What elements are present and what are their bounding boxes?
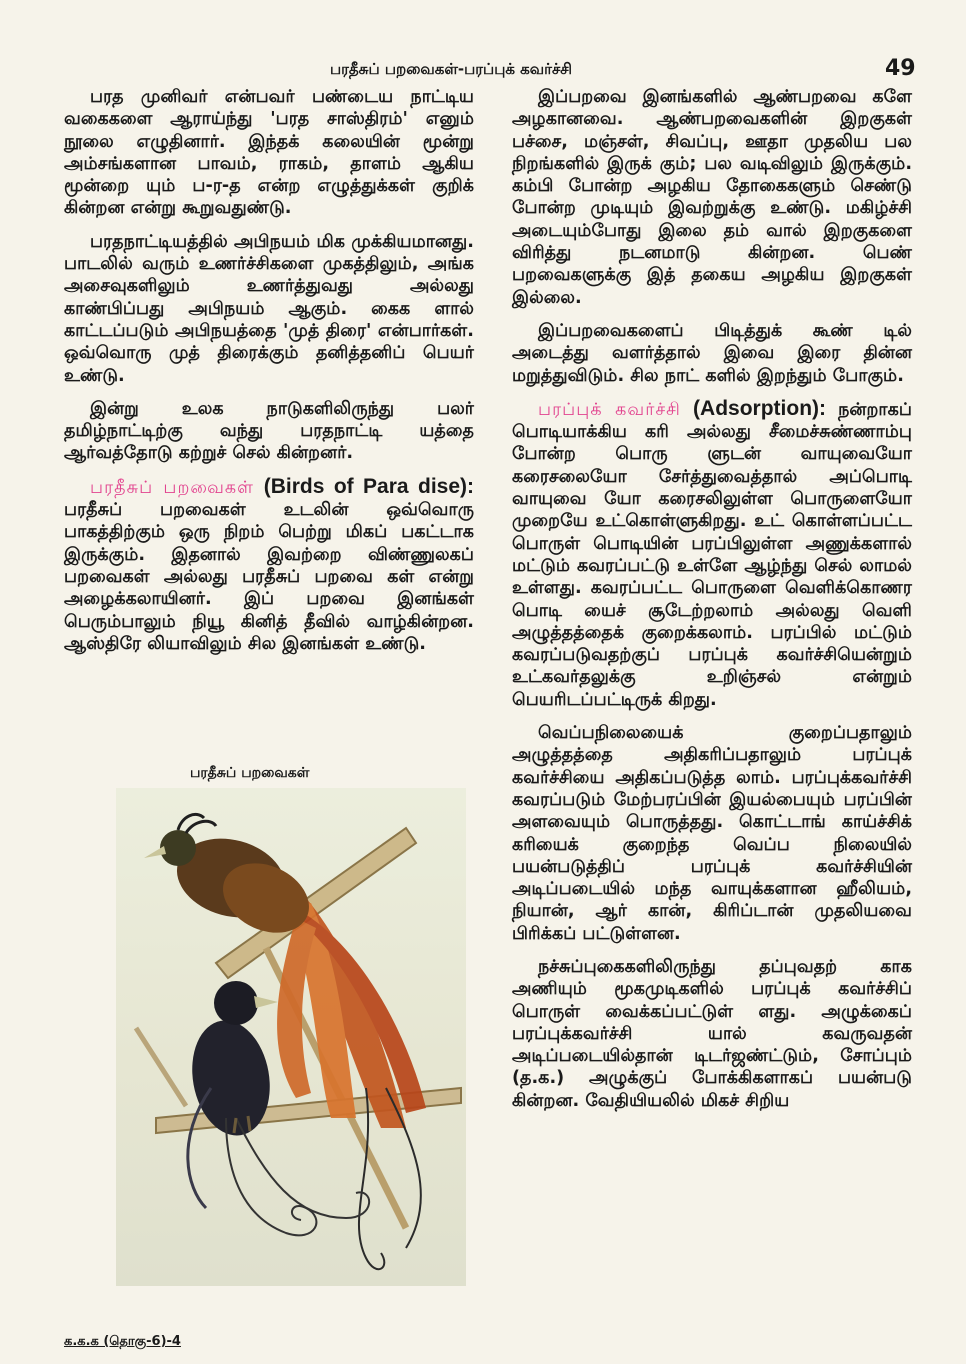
paragraph-bharata-muni: பரத முனிவர் என்பவர் பண்டைய நாட்டிய வகைகளை ஆராய்ந்து 'பரத சாஸ்திரம்' எனும் நூலை எழுதினார். இந்தக் கலையின் மூன்று அம்சங்களான பாவம், ராகம், தாளம் ஆகிய மூன்றை யும் ப-ர-த என்ற எழுத்துக்கள் குறிக் கின்றன என்று கூறுவதுண்டு. (64, 87, 474, 219)
left-column (64, 86, 474, 655)
birds-heading-tamil: பரதீசுப் பறவைகள் (90, 477, 255, 498)
paragraph-birds-of-paradise (64, 476, 474, 655)
page-number: 49 (885, 56, 916, 81)
paragraph-male-plumage: இப்பறவை இனங்களில் ஆண்பறவை களே அழகானவை. ஆண்பறவைகளின் இறகுகள் பச்சை, மஞ்சள், சிவப்பு, ஊதா முதலிய பல நிறங்களில் இருக் கும்; பல வடிவிலும் இருக்கும். கம்பி போன்ற அழகிய தோகைகளும் செண்டு போன்ற முடியும் இவற்றுக்கு உண்டு. மகிழ்ச்சி அடையும்போது இலை தம் வால் இறகுகளை விரித்து நடனமாடு கின்றன. பெண் பறவைகளுக்கு இத் தகைய அழகிய இறகுகள் இல்லை. (512, 87, 912, 308)
running-head: பரதீசுப் பறவைகள்-பரப்புக் கவர்ச்சி (330, 60, 573, 78)
paragraph-captivity: இப்பறவைகளைப் பிடித்துக் கூண் டில் அடைத்து வளர்த்தால் இவை இரை தின்ன மறுத்துவிடும். சில நாட் களில் இறந்தும் போகும். (512, 320, 912, 386)
right-column (512, 86, 912, 1112)
adsorption-heading-tamil: பரப்புக் கவர்ச்சி (538, 399, 681, 420)
paragraph-adsorption-factors: வெப்பநிலையைக் குறைப்பதாலும் அழுத்தத்தை அதிகரிப்பதாலும் பரப்புக் கவர்ச்சியை அதிகப்படுத்த லாம். பரப்புக்கவர்ச்சி கவரப்படும் மேற்பரப்பின் இயல்பையும் பரப்பின் அளவையும் பொருத்தது. கொட்டாங் காய்ச்சிக் கரியைக் குறைந்த வெப்ப நிலையில் பயன்படுத்திப் பரப்புக் கவர்ச்சியின் அடிப்படையில் மந்த வாயுக்களான ஹீலியம், நியான், ஆர் கான், கிரிப்டான் முதலியவை பிரிக்கப் பட்டுள்ளன. (512, 723, 912, 944)
birds-of-paradise-illustration (116, 788, 466, 1286)
birds-illustration-svg (116, 788, 466, 1286)
paragraph-adsorption (512, 398, 912, 711)
birds-body: பரதீசுப் பறவைகள் உடலின் ஒவ்வொரு பாகத்திற்கும் ஒரு நிறம் பெற்று மிகப் பகட்டாக இருக்கும். இதனால் இவற்றை விண்ணுலகப் பறவைகள் அல்லது பரதீசுப் பறவை கள் என்று அழைக்கலாயினர். இப் பறவை இனங்கள் பெரும்பாலும் நியூ கினித் தீவில் வாழ்கின்றன. ஆஸ்திரே லியாவிலும் சில இனங்கள் உண்டு. (64, 500, 474, 654)
page-header (0, 56, 966, 86)
adsorption-heading-english: (Adsorption): (693, 396, 827, 420)
paragraph-gas-masks: நச்சுப்புகைகளிலிருந்து தப்புவதற் காக அணியும் மூகமுடிகளில் பரப்புக் கவர்ச்சிப் பொருள் வைக்கப்பட்டுள் ளது. அழுக்கைப் பரப்புக்கவர்ச்சி யால் கவருவதன் அடிப்படையில்தான் டிடர்ஜண்ட்டும், சோப்பும் (த.க.) அழுக்குப் போக்கிகளாகப் பயன்படு கின்றன. வேதியியலில் மிகச் சிறிய (512, 956, 912, 1111)
figure-caption: பரதீசுப் பறவைகள் (190, 765, 310, 781)
paragraph-abhinaya: பரதநாட்டியத்தில் அபிநயம் மிக முக்கியமானது. பாடலில் வரும் உணர்ச்சிகளை முகத்திலும், அங்க அசைவுகளிலும் உணர்த்துவது அல்லது காண்பிப்பது அபிநயம் ஆகும். கைக ளால் காட்டப்படும் அபிநயத்தை 'முத் திரை' என்பார்கள். ஒவ்வொரு முத் திரைக்கும் தனித்தனிப் பெயர் உண்டு. (64, 231, 474, 386)
adsorption-body: நன்றாகப் பொடியாக்கிய கரி அல்லது சீமைச்சுண்ணாம்பு போன்ற பொரு ளுடன் வாயுவையோ கரைசலையோ சேர்த்துவைத்தால் அப்பொடி வாயுவை யோ கரைசலிலுள்ள பொருளையோ முறையே உட்கொள்ளுகிறது. உட் கொள்ளப்பட்ட பொருள் பொடியின் பரப்பிலுள்ள அணுக்களால் மட்டும் கவரப்பட்டு உள்ளே ஆழ்ந்து செல் லாமல் உள்ளது. கவரப்பட்ட பொருளை வெளிக்கொணர பொடி யைச் சூடேற்றலாம் அல்லது வெளி அழுத்தத்தைக் குறைக்கலாம். பரப்பில் மட்டும் கவரப்படுவதற்குப் பரப்புக் கவர்ச்சியென்றும் உட்கவர்தலுக்கு உறிஞ்சல் என்றும் பெயரிடப்பட்டிருக் கிறது. (512, 399, 912, 710)
footer-signature: க.க.க (தொகு-6)-4 (64, 1334, 181, 1349)
paragraph-bharatanatyam-today: இன்று உலக நாடுகளிலிருந்து பலர் தமிழ்நாட்டிற்கு வந்து பரதநாட்டி யத்தை ஆர்வத்தோடு கற்றுச் செல் கின்றனர். (64, 398, 474, 464)
birds-heading-english: (Birds of Para dise): (263, 474, 474, 498)
